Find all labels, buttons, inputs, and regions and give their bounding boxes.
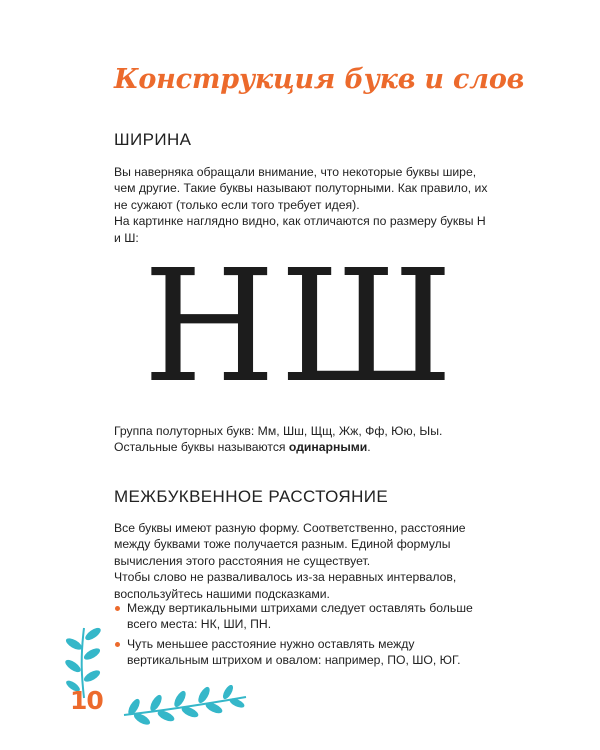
- section-heading-spacing: МЕЖБУКВЕННОЕ РАССТОЯНИЕ: [114, 487, 389, 506]
- paragraph: [114, 439, 490, 455]
- chapter-title: Конструкция букв и слов: [114, 64, 525, 95]
- paragraph: Все буквы имеют разную форму. Соответственно, расстояние между буквами тоже получается разным. Единой формулы вычисления этого расстояния не существует.: [114, 521, 466, 568]
- width-intro: [114, 164, 490, 246]
- paragraph: Группа полуторных букв: Мм, Шш, Щщ, Жж, Фф, Юю, Ыы.: [114, 424, 443, 438]
- section-heading-width: ШИРИНА: [114, 130, 192, 149]
- spacing-tips-list: [114, 600, 494, 672]
- example-letters: НШ: [142, 236, 457, 417]
- leaf-garland-icon: [120, 685, 250, 725]
- list-item: [114, 600, 494, 633]
- paragraph: На картинке наглядно видно, как отличаются по размеру буквы Н и Ш:: [114, 214, 486, 245]
- paragraph: Чтобы слово не разваливалось из-за неравных интервалов, воспользуйтесь нашими подсказками.: [114, 570, 457, 601]
- list-item-text: Чуть меньшее расстояние нужно оставлять между вертикальным штрихом и овалом: например, ПО, ШО, ЮГ.: [127, 636, 461, 668]
- bullet-dot-icon: [115, 642, 120, 647]
- page-number: 10: [70, 686, 103, 715]
- paragraph: Вы наверняка обращали внимание, что некоторые буквы шире, чем другие. Такие буквы называют полуторными. Как правило, их не сужают (только если того требует идея).: [114, 165, 488, 212]
- text-span: .: [367, 440, 371, 455]
- text-span: Остальные буквы называются: [114, 440, 289, 455]
- bold-term: одинарными: [288, 440, 368, 455]
- list-item-text: Между вертикальными штрихами следует оставлять больше всего места: НК, ШИ, ПН.: [127, 601, 473, 632]
- width-summary: [114, 423, 490, 456]
- spacing-intro: [114, 520, 490, 602]
- bullet-dot-icon: [115, 606, 120, 611]
- list-item: [114, 636, 494, 669]
